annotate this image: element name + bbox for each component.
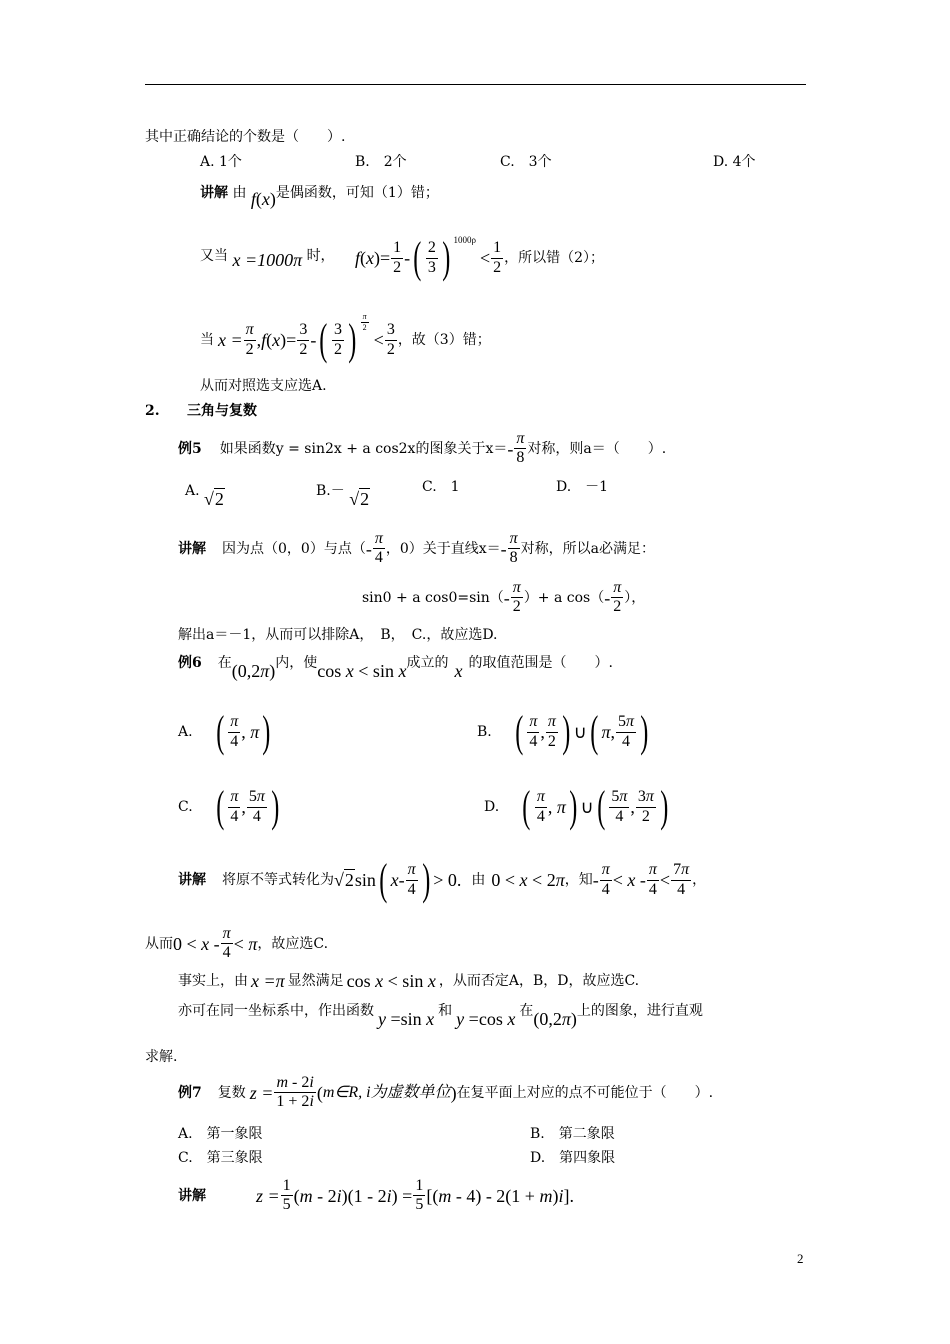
- section-number: 2.: [145, 403, 160, 419]
- option-a: A. 1个: [200, 154, 242, 170]
- solution-line-1: 讲解 由 f(x)是偶函数，可知（1）错；: [200, 185, 439, 209]
- solution-7: 讲解 z = $\frac{1}{5}$ (m - 2i)(1 - 2i) = $\frac{1}{5}$ [(m - 4) - 2(1 + m)i].: [178, 1177, 574, 1214]
- option-c: C. 3个: [500, 154, 552, 170]
- ex5-option-a: A. √2: [185, 483, 224, 509]
- page-number: 2: [797, 1251, 804, 1266]
- ex6-option-b: B. ( $\frac{\pi}{4}$ , $\frac{\pi}{2}$ ) ∪ ( π , $\frac{5\pi}{4}$ ): [477, 707, 649, 756]
- solution-6-line-4: 亦可在同一坐标系中，作出函数 y =sin x 和 y =cos x 在 (0,2π) 上的图象，进行直观: [178, 1003, 703, 1029]
- solution-line-3: 当 x = $\frac{\pi}{2}$ , f(x)= $\frac{3}{2}$ - ( $\frac{3}{2}$ ) $\frac{\pi}{2}$ < $\frac{3}{2}$ ，故（3）错；: [200, 312, 491, 364]
- solution-5-equation: sin0 + a cos0=sin（ - $\frac{\pi}{2}$ ）+ a cos（ - $\frac{\pi}{2}$ ），: [362, 579, 646, 616]
- ex7-option-a: A. 第一象限: [178, 1126, 263, 1142]
- ex5-option-b: B.－ √2: [316, 483, 370, 509]
- ex6-option-a: A. ( $\frac{\pi}{4}$ , π ): [178, 707, 271, 756]
- solution-5-conclusion: 解出a＝－1，从而可以排除A， B， C.，故应选D.: [178, 627, 498, 643]
- ex7-option-c: C. 第三象限: [178, 1150, 263, 1166]
- ex6-option-c: C. ( $\frac{\pi}{4}$ , $\frac{5\pi}{4}$ ): [178, 782, 280, 831]
- example-6: 例6 在 (0,2π) 内，使 cos x < sin x 成立的 x 的取值范围是（ ）.: [178, 655, 613, 681]
- solution-6-line-5: 求解.: [145, 1049, 178, 1065]
- ex5-option-d: D. －1: [556, 479, 609, 495]
- solution-6-line-3: 事实上，由 x =π 显然满足 cos x < sin x ，从而否定A，B，D，故应选C.: [178, 971, 640, 991]
- header-rule: [145, 84, 806, 85]
- ex5-option-c: C. 1: [422, 479, 460, 495]
- question-intro: 其中正确结论的个数是（ ）.: [145, 129, 346, 145]
- example-label: 例5: [178, 440, 202, 457]
- solution-5-line-1: 讲解 因为点（0，0）与点（ - $\frac{\pi}{4}$ ，0）关于直线x＝ - $\frac{\pi}{8}$ 对称，所以a必满足：: [178, 530, 656, 567]
- option-d: D. 4个: [713, 154, 756, 170]
- section-title: 三角与复数: [187, 403, 257, 419]
- solution-line-2: 又当 x =1000π 时，: [200, 248, 335, 270]
- solution-conclusion: 从而对照选支应选A.: [200, 378, 327, 394]
- ex6-option-d: D. ( $\frac{\pi}{4}$ , π ) ∪ ( $\frac{5\pi}{4}$ , $\frac{3\pi}{2}$ ): [484, 782, 669, 831]
- ex7-option-b: B. 第二象限: [530, 1126, 615, 1142]
- option-b: B. 2个: [355, 154, 407, 170]
- solution-label: 讲解: [200, 185, 228, 201]
- ex7-option-d: D. 第四象限: [530, 1150, 616, 1166]
- solution-6-line-1: 讲解 将原不等式转化为 √2 sin ( x - $\frac{\pi}{4}$ ) > 0. 由 0 < x < 2π ，知 - $\frac{\pi}{4}$ < x - $\frac{\pi}{4}$ < $\frac{7\pi}{4}$ ，: [178, 855, 707, 904]
- example-5: 例5 如果函数y = sin2x + a cos2x的图象关于x＝ - $\frac{\pi}{8}$ 对称，则a＝（ ）.: [178, 430, 667, 467]
- example-7: 例7 复数 z = $\frac{m - 2i}{1 + 2i}$ ( m∈R, i为虚数单位 ) 在复平面上对应的点不可能位于（ ）.: [178, 1074, 714, 1111]
- solution-6-line-2: 从而 0 < x - $\frac{\pi}{4}$ < π ，故应选C.: [145, 925, 329, 962]
- equation-f-1000pi: f(x)= $\frac{1}{2}$ - ( $\frac{2}{3}$ ) 1000ρ < $\frac{1}{2}$ ，所以错（2）；: [355, 233, 605, 282]
